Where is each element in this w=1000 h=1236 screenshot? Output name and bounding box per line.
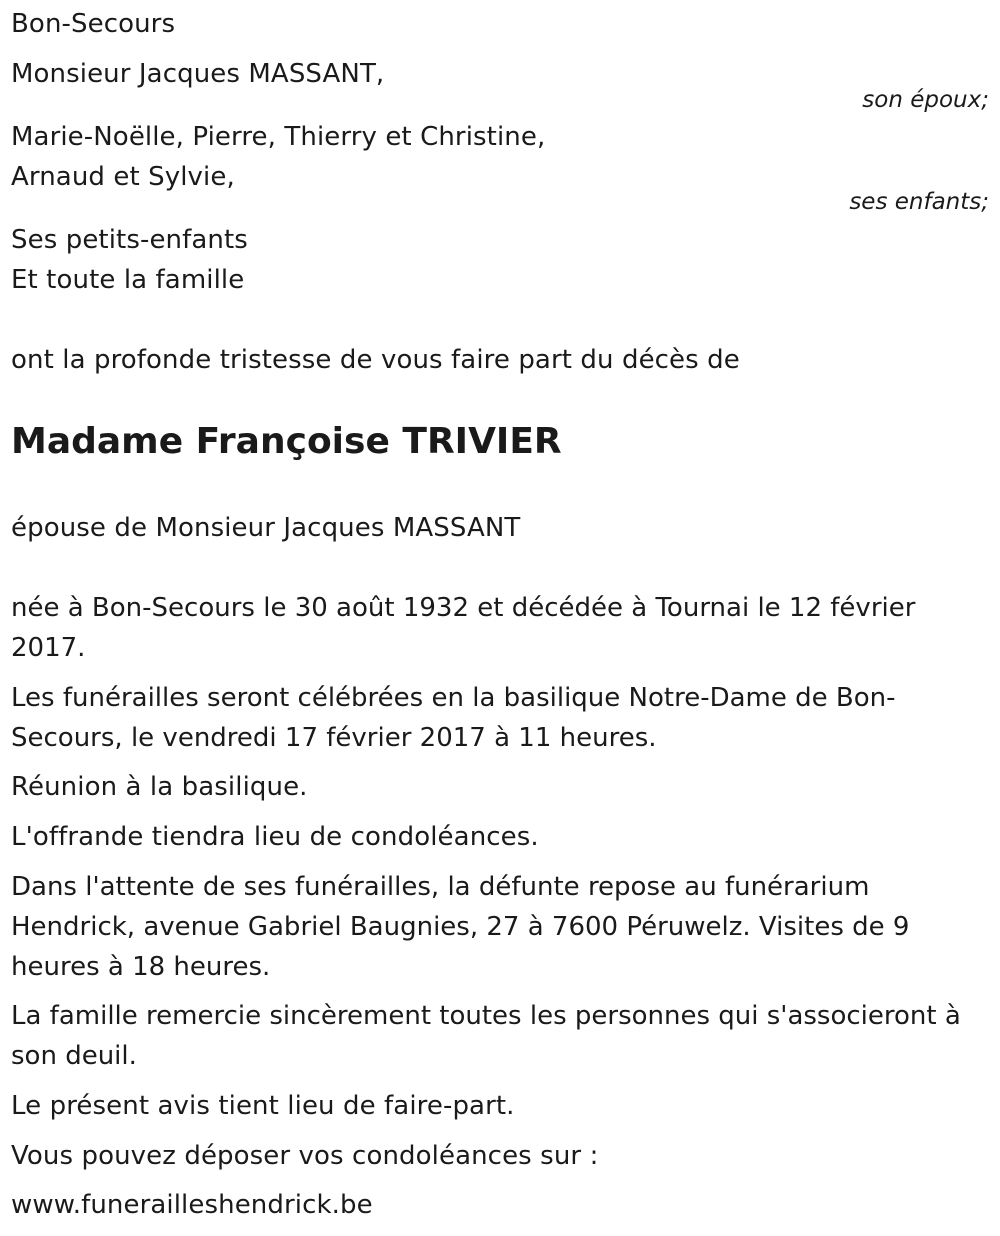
announcement: ont la profonde tristesse de vous faire part du décès de bbox=[11, 345, 740, 375]
funeral-paragraph: Les funérailles seront célébrées en la basilique Notre-Dame de Bon-Secours, le vendredi 17 février 2017 à 11 heures. bbox=[11, 683, 896, 753]
meeting-paragraph: Réunion à la basilique. bbox=[11, 772, 308, 802]
notice-note: Le présent avis tient lieu de faire-part. bbox=[11, 1091, 515, 1121]
deceased-name: Madame Françoise TRIVIER bbox=[11, 421, 562, 462]
children-line-1: Marie-Noëlle, Pierre, Thierry et Christine, bbox=[11, 122, 546, 152]
resting-paragraph: Dans l'attente de ses funérailles, la défunte repose au funérarium Hendrick, avenue Gabriel Baugnies, 27 à 7600 Péruwelz. Visites de 9 heures à 18 heures. bbox=[11, 872, 910, 982]
offering-paragraph: L'offrande tiendra lieu de condoléances. bbox=[11, 822, 539, 852]
spouse-name: Monsieur Jacques MASSANT, bbox=[11, 59, 385, 89]
website-link[interactable]: www.funerailleshendrick.be bbox=[11, 1190, 373, 1220]
grandchildren: Ses petits-enfants bbox=[11, 225, 248, 255]
spouse-of: épouse de Monsieur Jacques MASSANT bbox=[11, 513, 521, 543]
place-name: Bon-Secours bbox=[11, 9, 176, 39]
condolences-prompt: Vous pouvez déposer vos condoléances sur : bbox=[11, 1141, 599, 1171]
thanks-paragraph: La famille remercie sincèrement toutes les personnes qui s'associeront à son deuil. bbox=[11, 1001, 961, 1071]
children-line-2: Arnaud et Sylvie, bbox=[11, 162, 235, 192]
family: Et toute la famille bbox=[11, 265, 245, 295]
children-role: ses enfants; bbox=[849, 189, 989, 215]
birth-death-paragraph: née à Bon-Secours le 30 août 1932 et décédée à Tournai le 12 février 2017. bbox=[11, 593, 916, 663]
spouse-role: son époux; bbox=[862, 87, 989, 113]
